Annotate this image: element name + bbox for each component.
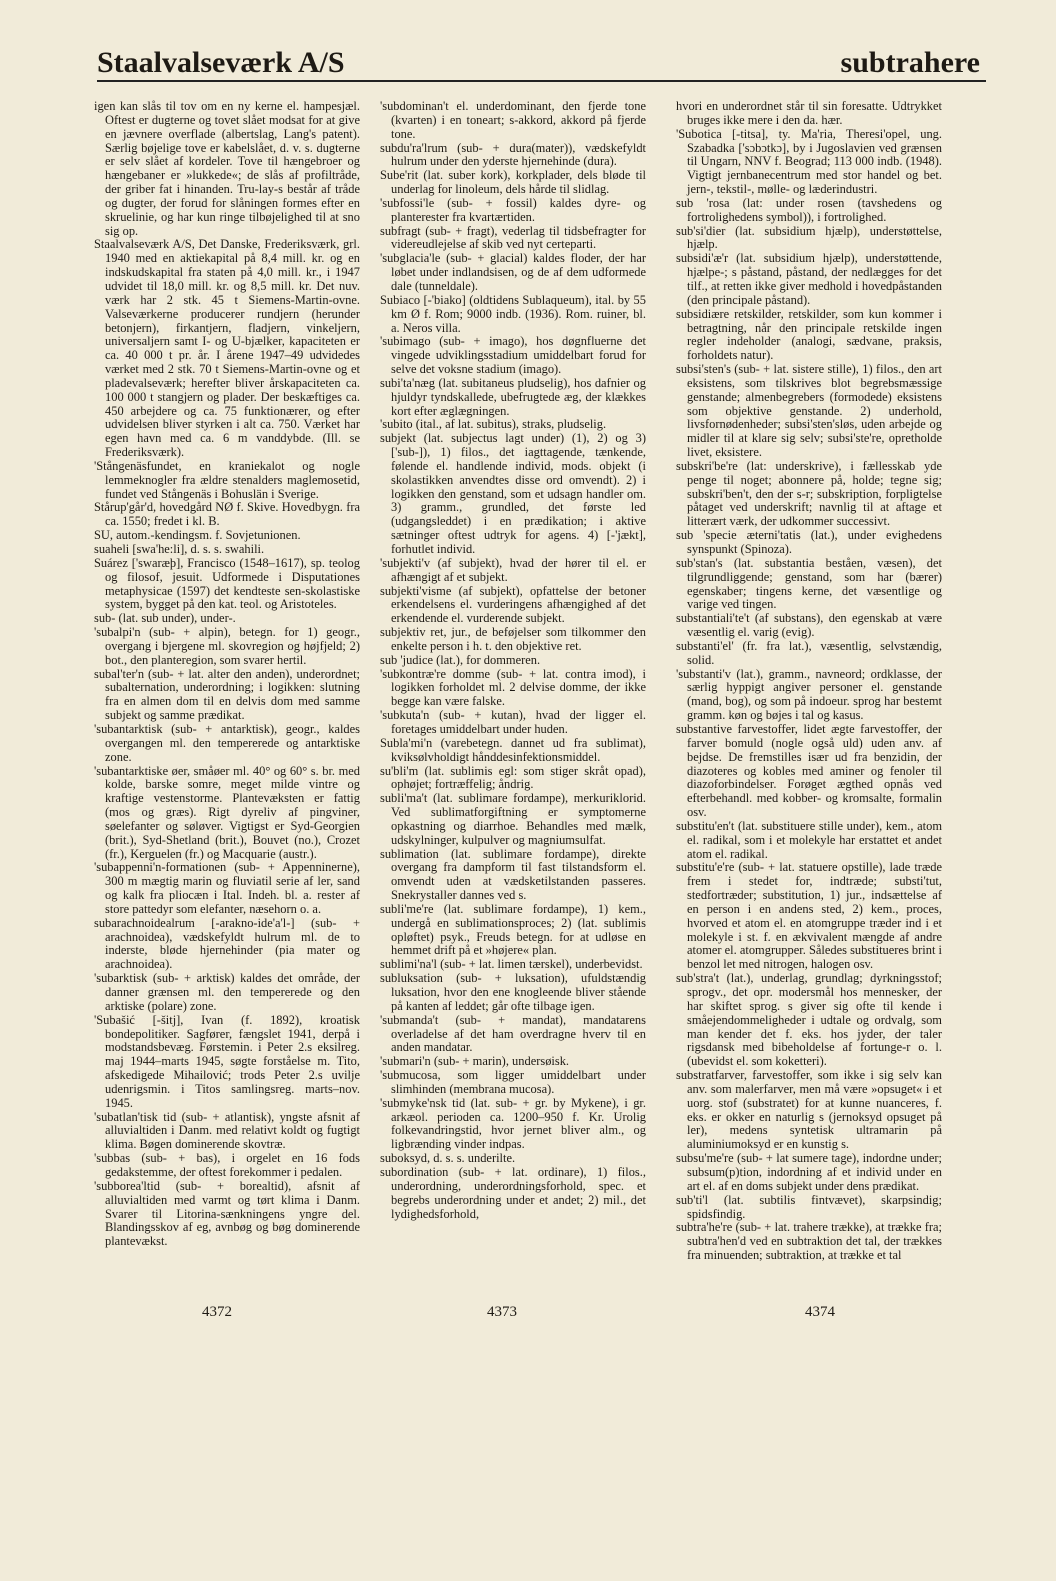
entry: sub 'judice (lat.), for dommeren. [380, 652, 541, 667]
entry: substitu'e're (sub- + lat. statuere opstille), lade træde frem i stedet for, indtræde; substi'tut, stedfortræder; substitution, 1) jur., indsættelse af en person i en andens sted, 2) kem., proces, hvorved et atom el. en atomgruppe træder ind i et molekyle i st. f. en ækvivalent mængde af andre atomer el. atomgrupper. Således substitueres brint i benzol let med nitrogen, halogen osv. [676, 860, 942, 972]
entry: Stårup'går'd, hovedgård NØ f. Skive. Hovedbygn. fra ca. 1550; fredet i kl. B. [94, 500, 360, 529]
entry: subjektiv ret, jur., de beføjelser som tilkommer den enkelte person i h. t. den objektive ret. [380, 625, 646, 653]
entry: subsu'me're (sub- + lat sumere tage), indordne under; subsum(p)tion, indordning af et individ under en art el. af en doms subjekt under dens prædikat. [676, 1151, 942, 1193]
entry: igen kan slås til tov om en ny kerne el. hampesjæl. Oftest er dugterne og tovet slået modsat for at give en jævnere overflade (albertslag, Lang's patent). Særlig bøjelige tove er kabelslået, d. v. s. dugterne er selv slået af kordeler. Tove til hængebroer og hængebaner er »lukkede«; de slås af profiltråde, der griber fat i hinanden. Tru-lay-s består af tråde og dugter, der forud for slåningen formes efter en skruelinie, og har kun ringe tilbøjelighed til at sno sig op. [94, 99, 360, 238]
header-left-guide-word: Staalvalseværk A/S [97, 46, 345, 79]
entry: 'subappenni'n-formationen (sub- + Appenninerne), 300 m mægtig marin og fluviatil serie af ler, sand og kalk fra pliocæn i Ital. Indeh. bl. a. rester af store pattedyr som elefanter, næsehorn o. a. [94, 860, 360, 916]
entry: 'subglacia'le (sub- + glacial) kaldes floder, der har løbet under indlandsisen, og de af dem udformede dale (tunneldale). [380, 251, 646, 293]
entry: subfragt (sub- + fragt), vederlag til tidsbefragter for videreudlejelse af skib ved nyt certeparti. [380, 223, 646, 252]
entry: subtra'he're (sub- + lat. trahere trække), at trække fra; subtra'hen'd ved en subtraktion det tal, der trækkes fra minuenden; subtraktion, at trække et tal [676, 1220, 942, 1263]
page-number-left: 4372 [202, 1304, 232, 1320]
entry: sublimation (lat. sublimare fordampe), direkte overgang fra dampform til fast tilstandsform el. omvendt uden at vædsketilstanden passeres. Snekrystaller dannes ved s. [380, 846, 646, 903]
entry: 'subfossi'le (sub- + fossil) kaldes dyre- og planterester fra kvartærtiden. [380, 195, 646, 224]
entry: 'subkuta'n (sub- + kutan), hvad der ligger el. foretages umiddelbart under huden. [380, 708, 646, 736]
entry: 'subjekti'v (af subjekt), hvad der hører til el. er afhængigt af et subjekt. [380, 555, 646, 584]
entry: Subiaco [-'biako] (oldtidens Sublaqueum), ital. by 55 km Ø f. Rom; 9000 indb. (1936). Rom. ruiner, bl. a. Neros villa. [380, 292, 646, 335]
entry: sub- (lat. sub under), under-. [94, 611, 236, 626]
entry: 'subborea'ltid (sub- + borealtid), afsnit af alluvialtiden med varmt og tørt klima i Danm. Svarer til Litorina-sænkningens yngre del. Blandingsskov af eg, avnbøg og bøg dominerende plantevækst. [94, 1178, 360, 1249]
entry: suboksyd, d. s. s. underilte. [380, 1151, 516, 1166]
entry: Suárez ['swaræþ], Francisco (1548–1617), sp. teolog og filosof, jesuit. Udformede i Disputationes metaphysicae (1597) det kendteste sen-skolastiske system, bygget på den kat. teol. og Aristoteles. [94, 555, 360, 612]
entry: hvori en underordnet står til sin foresatte. Udtrykket bruges ikke mere i den da. hær. [676, 99, 942, 127]
entry: 'subimago (sub- + imago), hos døgnfluerne det vingede udviklingsstadium umiddelbart forud for selve det voksne stadium (imago). [380, 334, 646, 377]
entry: Subla'mi'n (varebetegn. dannet ud fra sublimat), kviksølvholdigt hånddesinfektionsmiddel. [380, 735, 646, 764]
entry: subal'ter'n (sub- + lat. alter den anden), underordnet; subalternation, underordning; i logikken: slutning fra en almen dom til en delvis dom med samme subjekt og samme prædikat. [94, 666, 360, 723]
entry: substantiali'te't (af substans), den egenskab at være væsentlig el. varig (evig). [676, 611, 942, 640]
entry: 'substanti'v (lat.), gramm., navneord; ordklasse, der særlig hyppigt angiver personer el. genstande (mand, bog), og som på indoeur. sprog har bestemt gramm. køn og bøjes i tal og kasus. [676, 666, 942, 723]
entry: Sube'rit (lat. suber kork), korkplader, dels bløde til underlag for linoleum, dels hårde til slidlag. [380, 168, 646, 197]
entry: 'subantarktiske øer, småøer ml. 40° og 60° s. br. med kolde, barske somre, meget milde vintre og kraftige vestenstorme. Plantevæksten er fattig (mos og græs). Rigt dyreliv af pingviner, søelefanter og søløver. Vigtigst er Syd-Georgien (brit.), Syd-Shetland (brit.), Bouvet (no.), Crozet (fr.), Kerguelen (fr.) og Macquarie (austr.). [94, 763, 360, 861]
entry: 'Subašić [-šitj], Ivan (f. 1892), kroatisk bondepolitiker. Sagfører, fængslet 1941, derpå i modstandsbevæg. Førstemin. i Peter 2.s eksilreg. maj 1944–marts 1945, søgte forståelse m. Tito, afskedigede Mihailović; trods Peter 2.s uvilje udenrigsmin. i Titos samlingsreg. marts–nov. 1945. [94, 1012, 360, 1110]
entry: subdu'ra'lrum (sub- + dura(mater)), vædskefyldt hulrum under den yderste hjernehinde (dura). [380, 140, 646, 169]
entry: su'bli'm (lat. sublimis egl: som stiger skråt opad), ophøjet; fortræffelig; åndrig. [380, 763, 646, 792]
entry: subsidi'æ'r (lat. subsidium hjælp), understøttende, hjælpe-; s påstand, påstand, der nedlægges for det tilf., at retten ikke giver medhold i hovedpåstanden (den principale påstand). [676, 251, 942, 307]
entry: subsi'sten's (sub- + lat. sistere stille), 1) filos., den art eksistens, som tilskrives blot begrebsmæssige genstande; almenbegrebers (formodede) eksistens som objektive genstande. 2) underhold, livsfornødenheder; subsi'sten'sløs, uden arbejde og midler til at klare sig selv; subsi'ste're, opretholde livet, eksistere. [676, 362, 942, 460]
entry: sub'si'dier (lat. subsidium hjælp), understøttelse, hjælp. [676, 223, 942, 252]
entry: subordination (sub- + lat. ordinare), 1) filos., underordning, underordningsforhold, spec. et begrebs underordning under et andet; 2) mil., det lydighedsforhold, [380, 1164, 646, 1221]
entry: suaheli [swa'he:li], d. s. s. swahili. [94, 542, 265, 556]
entry: 'subalpi'n (sub- + alpin), betegn. for 1) geogr., overgang i bjergene ml. skovregion og højfjeld; 2) bot., den planteregion, som svarer hertil. [94, 625, 360, 667]
entry: substratfarver, farvestoffer, som ikke i sig selv kan anv. som malerfarver, men må være »opsuget« i et uorg. stof (substratet) for at kunne nuanceres, f. eks. er okker en naturlig s (jernoksyd opsuget på ler), medens syntetisk ultramarin på aluminiumoksyd er en kunstig s. [676, 1068, 942, 1152]
entry: subi'ta'næg (lat. subitaneus pludselig), hos dafnier og hjuldyr tyndskallede, ubefrugtede æg, der klækkes kort efter æglægningen. [380, 375, 646, 418]
entry: 'subatlan'tisk tid (sub- + atlantisk), yngste afsnit af alluvialtiden i Danm. med relativt koldt og fugtigt klima. Bøgen dominerende skovtræ. [94, 1109, 360, 1152]
entry: 'Stångenäsfundet, en kraniekalot og nogle lemmeknogler fra ældre stenalders maglemosetid, fundet ved Stångenäs i Bohuslän i Sverige. [94, 458, 360, 501]
entry: substantive farvestoffer, lidet ægte farvestoffer, der farver bomuld (nogle også uld) uden anv. af bejdse. De fremstilles især ud fra benzidin, der diazoteres og kobles med aminer og fenoler til diazoforbindelser. Forøget ægthed opnås ved efterbehandl. med kobber- og kromsalte, formalin osv. [676, 721, 942, 820]
entry: sub'stan's (lat. substantia beståen, væsen), det tilgrundliggende; genstand, som har (bærer) egenskaber; tingens kerne, det væsentlige og varige ved tingen. [676, 555, 942, 612]
entry: SU, autom.-kendingsm. f. Sovjetunionen. [94, 528, 301, 543]
header-rule [97, 80, 986, 82]
column-1 [94, 100, 360, 1249]
entry: sublimi'na'l (sub- + lat. limen tærskel), underbevidst. [380, 957, 643, 972]
entry: subluksation (sub- + luksation), ufuldstændig luksation, hvor den ene knogleende bliver stående på kanten af leddet; går ofte tilbage igen. [380, 971, 646, 1013]
entry: substanti'el' (fr. fra lat.), væsentlig, selvstændig, solid. [676, 638, 942, 667]
entry: 'submucosa, som ligger umiddelbart under slimhinden (membrana mucosa). [380, 1068, 646, 1096]
entry: subjekti'visme (af subjekt), opfattelse der betoner erkendelsens el. vurderingens afhængighed af det erkendende el. vurderende subjekt. [380, 583, 646, 626]
entry: sub 'specie æterni'tatis (lat.), under evighedens synspunkt (Spinoza). [676, 528, 942, 556]
entry: subli'me're (lat. sublimare fordampe), 1) kem., undergå en sublimationsproces; 2) (lat. sublimis opløftet) psyk., Freuds betegn. for at udløse en hemmet drift på et »højere« plan. [380, 901, 646, 958]
entry: 'subkontræ're domme (sub- + lat. contra imod), i logikken forholdet ml. 2 delvise domme, der ikke begge kan være falske. [380, 666, 646, 709]
entry: 'subarktisk (sub- + arktisk) kaldes det område, der danner grænsen ml. den tempererede og den arktiske (polare) zone. [94, 971, 360, 1013]
entry: Staalvalseværk A/S, Det Danske, Frederiksværk, grl. 1940 med en aktiekapital på 8,4 mill. kr. og en indskudskapital fra staten på 4,0 mill. kr., i 1947 udvidet til 18,0 mill. kr. og 8,5 mill. kr. Det nuv. værk har 2 stk. 45 t Siemens-Martin-ovne. Valseværkerne producerer rundjern (herunder betonjern), firkantjern, fladjern, vinkeljern, universaljern samt I- og U-bjælker, kapaciteten er ca. 40 000 t pr. år. I årene 1947–49 udvidedes værket med 2 stk. 70 t Siemens-Martin-ovne og et pladevalseværk; herefter bliver årskapaciteten ca. 100 000 t stangjern og plader. Der beskæftiges ca. 450 arbejdere og ca. 75 funktionærer, og efter udvidelsen bliver styrken i alt ca. 750. Værket har egen havn med ca. 6 m vanddybde. (Ill. se Frederiksværk). [94, 237, 360, 460]
entry: substitu'en't (lat. substituere stille under), kem., atom el. radikal, som i et molekyle har erstattet et andet atom el. radikal. [676, 818, 942, 861]
entry: subskri'be're (lat: underskrive), i fællesskab yde penge til noget; abonnere på, holde; tegne sig; subskri'ben't, den der s-r; subskription, forpligtelse påtaget ved underskrift; navnlig til at aftage et litterært værk, der udkommer successivt. [676, 458, 942, 529]
entry: 'subito (ital., af lat. subitus), straks, pludselig. [380, 417, 607, 432]
column-2 [380, 100, 646, 1221]
entry: 'submyke'nsk tid (lat. sub- + gr. by Mykene), i gr. arkæol. perioden ca. 1200–950 f. Kr. Urolig folkevandringstid, hvor jernet bliver alm., og ligbrænding vinder indpas. [380, 1095, 646, 1152]
entry: sub 'rosa (lat: under rosen (tavshedens og fortrolighedens symbol)), i fortrolighed. [676, 195, 942, 224]
column-3 [676, 100, 942, 1263]
entry: 'Subotica [-titsa], ty. Ma'ria, Theresi'opel, ung. Szabadka ['sɔbɔtkɔ], by i Jugoslavien ved grænsen til Ungarn, NNV f. Beograd; 113 000 indb. (1948). Vigtigt jernbanecentrum med stor handel og bet. jern-, tekstil-, mølle- og læderindustri. [676, 126, 942, 197]
entry: subarachnoidealrum [-arakno-ide'a'l-] (sub- + arachnoidea), vædskefyldt hulrum ml. de to inderste, bløde hjernehinder (pia mater og arachnoidea). [94, 915, 360, 972]
entry: 'submari'n (sub- + marin), undersøisk. [380, 1054, 570, 1069]
entry: subli'ma't (lat. sublimare fordampe), merkuriklorid. Ved sublimatforgiftning er symptomerne opkastning og diarrhoe. Behandles med mælk, udskylninger, kulpulver og magniumsulfat. [380, 791, 646, 847]
header-right-guide-word: subtrahere [840, 46, 980, 79]
page-number-right: 4374 [805, 1304, 835, 1320]
entry: 'subdominan't el. underdominant, den fjerde tone (kvarten) i en toneart; s-akkord, akkord på fjerde tone. [380, 99, 646, 141]
page-number-middle: 4373 [487, 1304, 517, 1320]
entry: subsidiære retskilder, retskilder, som kun kommer i betragtning, når den principale retskilde ingen regler indeholder (analogi, sædvane, praksis, forholdets natur). [676, 306, 942, 363]
entry: sub'ti'l (lat. subtilis fintvævet), skarpsindig; spidsfindig. [676, 1192, 942, 1221]
entry: 'subantarktisk (sub- + antarktisk), geogr., kaldes overgangen ml. den tempererede og antarktiske zone. [94, 721, 360, 764]
entry: 'subbas (sub- + bas), i orgelet en 16 fods gedakstemme, der oftest forekommer i pedalen. [94, 1151, 360, 1179]
entry: sub'stra't (lat.), underlag, grundlag; dyrkningsstof; sprogv., det opr. modersmål hos mennesker, der har skiftet sprog. s giver sig ofte til kende i småejendommeligheder i udtale og ordvalg, som man kender det f. eks. hos jyder, der taler rigsdansk med bibeholdelse af fortunge-r o. l. (ubevidst el. som koketteri). [676, 971, 942, 1069]
entry: subjekt (lat. subjectus lagt under) (1), 2) og 3) ['sub-]), 1) filos., det iagttagende, tænkende, følende el. handlende individ, mods. objekt (i skolastikken anvendtes disse ord omvendt). 2) i logikken den genstand, som et udsagn handler om. 3) gramm., grundled, det første led (udgangsleddet) i en prædikation; i aktive sætninger oftest udtryk for agens. 4) [-'jækt], forhutlet individ. [380, 431, 646, 556]
entry: 'submanda't (sub- + mandat), mandatarens overladelse af det ham overdragne hverv til en anden mandatar. [380, 1012, 646, 1055]
